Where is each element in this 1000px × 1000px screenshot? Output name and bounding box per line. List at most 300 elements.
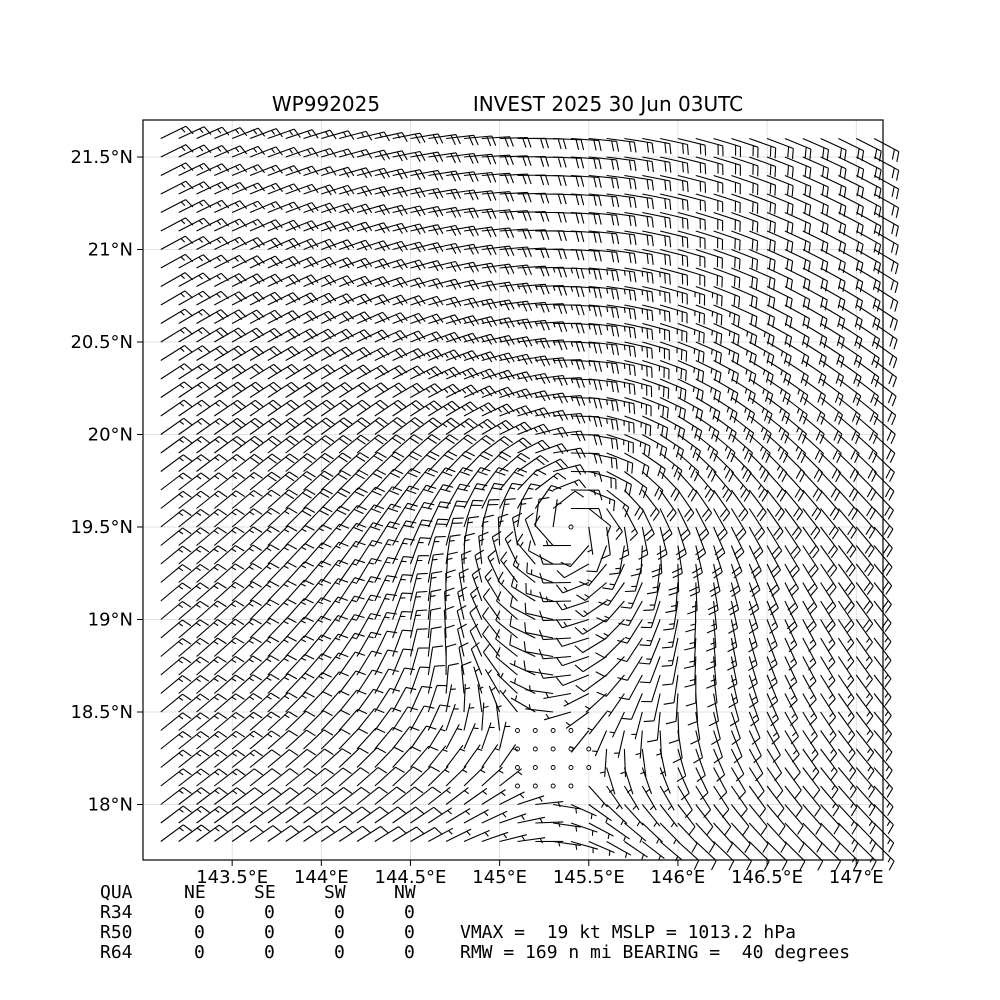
y-axis-ticks [70,147,143,816]
wind-barb [179,546,209,564]
wind-barb [304,347,336,361]
wind-barb [304,149,337,158]
wind-barb [535,213,566,223]
wind-barb [197,328,229,342]
wind-barb [161,528,191,546]
wind-barb [596,620,625,640]
wind-barb [464,767,485,787]
wind-barb [214,146,247,157]
wind-barb [803,546,818,577]
wind-barb [624,398,651,417]
wind-barb [304,471,334,490]
wind-barb [197,601,227,620]
wind-barb [179,620,209,638]
wind-barb [518,302,550,312]
wind-barb [250,472,280,490]
wind-barb [838,564,854,595]
wind-barb [482,210,514,220]
wind-barb [785,213,811,235]
wind-barb [268,454,298,472]
wind-barb [250,826,281,842]
wind-barb [321,418,352,435]
wind-barb [232,619,261,638]
wind-barb [304,293,336,305]
wind-barb [304,453,334,471]
wind-barb [524,641,553,656]
wind-barb [785,268,810,291]
wind-barb [571,509,602,519]
wind-barb [624,490,643,520]
wind-barb [874,805,893,834]
wind-barb [539,649,571,659]
wind-barb [250,490,280,508]
wind-barb [660,231,688,248]
wind-barb [321,616,348,639]
wind-barb [411,610,428,638]
wind-barb [304,257,337,268]
wind-barb [553,268,584,279]
wind-barb [524,660,553,675]
wind-barb [357,826,389,841]
wind-barb [483,607,500,638]
wind-barb [496,611,518,638]
wind-barb [714,490,730,521]
wind-barb [607,435,634,454]
wind-barb [696,490,712,521]
wind-barb [179,713,209,731]
wind-barb [214,310,246,324]
table-value-cell: 0 [404,942,415,963]
wind-barb [482,790,506,805]
wind-barb [286,826,317,842]
wind-barb [856,472,876,501]
wind-barb [286,454,316,472]
wind-barb [179,127,211,139]
wind-barb [179,273,211,287]
wind-barb [214,219,246,231]
wind-barb [250,712,280,731]
wind-barb [856,379,878,406]
wind-barb [767,768,783,799]
wind-barb [678,805,695,836]
wind-barb [767,805,785,835]
wind-barb [393,727,420,749]
wind-barb [803,176,829,198]
wind-barb [161,750,192,767]
wind-barb [803,842,823,871]
wind-barb [214,582,244,601]
wind-barb [714,768,727,800]
wind-barb [339,400,370,416]
wind-barb [624,250,653,265]
wind-barb [464,436,494,454]
wind-barb [571,398,602,409]
wind-barb [749,305,774,328]
wind-barb [500,301,532,311]
wind-barb [286,692,315,712]
wind-barb [518,796,545,805]
wind-barb [500,468,527,490]
wind-barb [375,487,402,509]
wind-barb [482,246,514,256]
wind-barb [539,630,571,640]
wind-barb [711,712,720,745]
wind-barb [571,361,602,372]
wind-barb [179,218,211,231]
wind-barb [197,546,227,564]
wind-barb [642,324,669,342]
wind-barb [393,331,426,342]
wind-barb [250,256,282,268]
wind-barb [321,365,353,379]
wind-barb [179,328,211,343]
wind-barb [268,544,297,564]
wind-barb [375,313,408,324]
wind-barb [197,638,227,656]
wind-barb [161,713,191,731]
wind-barb [286,311,318,324]
wind-barb [803,657,816,689]
wind-barb [785,564,799,596]
wind-barb [660,305,687,323]
calm-wind-marker [551,784,555,788]
wind-barb [589,324,619,337]
wind-barb [803,601,817,633]
wind-barb [357,330,389,342]
wind-barb [250,600,279,620]
title-storm-id: WP992025 [271,92,381,116]
wind-barb [571,472,602,482]
wind-barb [696,472,714,502]
wind-barb [500,483,523,508]
wind-barb [803,564,818,596]
wind-barb [321,653,348,675]
wind-barb [596,601,624,622]
wind-barb [232,418,263,434]
wind-barb [660,139,688,155]
wind-barb [250,165,283,175]
wind-barb [482,723,495,749]
wind-barb [482,468,509,490]
wind-barb [179,788,210,805]
calm-wind-marker [569,729,573,733]
wind-barb [856,527,874,557]
wind-barb [214,328,246,342]
wind-barb [518,193,549,203]
wind-barb [286,655,314,676]
wind-barb [286,636,314,657]
wind-barb [250,581,279,601]
wind-barb [304,507,333,527]
wind-barb [304,561,332,582]
wind-barb [803,213,828,235]
wind-barb [286,166,319,175]
wind-barb [197,310,229,324]
wind-barb [553,414,585,424]
wind-barb [393,807,424,823]
wind-barb [268,184,301,194]
wind-barb [161,583,191,601]
wind-barb [874,823,894,852]
wind-barb [678,176,706,193]
wind-barb [304,275,336,286]
wind-barb [411,828,443,842]
wind-barb [803,231,828,254]
wind-barb [214,473,245,490]
wind-barb [428,485,453,509]
wind-barb [657,527,667,560]
wind-barb [714,453,734,482]
wind-barb [321,672,348,694]
wind-barb [587,527,592,555]
wind-barb [564,694,589,707]
wind-barb [268,202,301,212]
wind-barb [874,416,895,444]
wind-barb [250,436,281,453]
wind-barb [821,453,841,482]
wind-barb [286,436,317,453]
wind-barb [179,806,210,823]
wind-barb [838,139,863,162]
title-storm-info: INVEST 2025 30 Jun 03UTC [472,92,744,116]
wind-barb [669,712,679,743]
wind-barb [232,183,264,194]
wind-barb [640,620,661,646]
wind-barb [375,747,404,767]
wind-barb [518,320,550,330]
wind-barb [232,219,264,231]
wind-barb [479,532,489,564]
wind-barb [767,509,783,540]
wind-barb [464,403,496,416]
wind-barb [268,490,298,509]
table-value-cell: 0 [264,902,275,923]
wind-barb [428,746,447,768]
wind-barb [624,176,653,191]
wind-barb [518,212,549,222]
wind-barb [482,436,513,453]
wind-barb [624,287,653,303]
wind-barb [357,365,389,379]
wind-barb [749,490,766,521]
wind-barb [446,208,478,218]
wind-barb [321,787,352,804]
wind-barb [446,451,475,471]
wind-barb [304,598,331,620]
wind-barb [286,769,316,787]
wind-barb [642,157,671,173]
wind-barb [749,583,759,616]
wind-barb [821,564,837,595]
wind-barb [286,580,314,601]
wind-barb [232,600,261,619]
wind-barb [268,166,301,176]
wind-barb [678,786,692,818]
wind-barb [571,324,601,336]
wind-barb [179,346,211,361]
calm-wind-marker [533,766,537,770]
wind-barb [518,157,549,167]
wind-barb [304,185,337,195]
wind-barb [304,489,333,509]
wind-barb [357,728,385,749]
wind-barb [589,379,619,393]
wind-barb [714,509,728,541]
wind-barb [339,240,372,250]
wind-barb [197,164,229,176]
wind-barb [339,435,369,453]
wind-barb [393,452,422,472]
wind-barb [321,222,354,232]
wind-barb [214,128,247,139]
wind-barb [428,766,449,786]
wind-barb [304,203,337,213]
wind-barb [556,619,589,628]
wind-barb [375,827,407,842]
wind-barb [874,379,896,406]
wind-barb [500,722,511,749]
wind-barb [250,769,281,786]
wind-barb [214,237,246,249]
wind-barb [214,183,246,195]
wind-barb [161,218,193,231]
wind-barb [644,694,660,722]
wind-barb [535,498,549,527]
wind-barb [821,490,839,520]
wind-barb [321,240,354,250]
wind-barb [179,182,211,194]
wind-barb [660,157,688,174]
wind-barb [749,268,775,290]
wind-barb [411,468,438,490]
wind-barb [785,768,801,799]
wind-barb [286,711,315,730]
wind-barb [642,342,669,360]
wind-barb [214,292,246,305]
wind-barb [161,200,193,213]
wind-barb [803,731,818,762]
wind-barb [214,255,246,268]
wind-barb [250,693,280,712]
wind-barb [286,544,315,564]
wind-barb [838,398,860,425]
wind-barb [838,768,856,798]
wind-barb [660,250,688,267]
wind-barb [250,807,281,823]
wind-barb [821,638,835,670]
wind-barb [161,473,192,490]
calm-wind-marker [551,729,555,733]
wind-barb [785,657,797,689]
wind-barb [161,491,192,508]
wind-barb [321,471,350,490]
wind-barb [268,562,297,582]
wind-barb [767,435,788,463]
wind-barb [232,165,264,176]
wind-barb [286,807,317,823]
wind-barb [838,157,863,180]
wind-barb [696,361,721,384]
wind-barb [464,703,474,730]
wind-barb [179,455,210,472]
wind-barb [357,348,389,361]
wind-barb [214,436,245,453]
wind-barb [821,213,846,236]
wind-barb [179,732,209,750]
wind-barb [428,135,460,145]
wind-barb [602,564,624,589]
wind-barb [339,615,364,638]
wind-barb [525,685,553,693]
wind-barb [874,490,893,519]
wind-barb [197,769,228,786]
wind-barb [232,825,263,841]
wind-barb [446,385,478,398]
wind-barb [161,437,192,454]
wind-barb [339,312,371,324]
wind-barb [607,694,625,717]
wind-barb [232,146,264,157]
wind-barb [571,379,602,390]
table-value-cell: 0 [404,922,415,943]
wind-barb [749,823,768,853]
wind-barb [446,724,462,749]
wind-barb [179,437,210,454]
wind-barb [232,238,264,250]
wind-barb [464,723,479,749]
wind-barb [678,509,690,541]
wind-barb [197,455,228,472]
wind-barb [821,176,846,198]
wind-barb [304,543,332,564]
wind-barb [393,575,413,601]
wind-barb [446,419,477,435]
wind-barb [464,419,495,434]
wind-barb [482,264,514,274]
wind-barb [585,694,607,713]
wind-barb [179,750,210,767]
wind-barb [856,435,877,463]
wind-barb [286,203,319,213]
wind-barb [482,282,514,292]
wind-barb [268,807,299,823]
calm-wind-marker [533,729,537,733]
table-value-cell: 0 [264,922,275,943]
wind-barb [571,157,601,169]
wind-barb [393,630,413,656]
wind-barb [250,731,280,749]
wind-barb [304,673,332,694]
wind-barb [446,435,476,453]
wind-barb [268,293,300,305]
wind-barb [197,750,228,767]
wind-barb [214,400,245,416]
wind-barb [286,293,318,305]
wind-barb [856,805,875,835]
wind-barb [553,250,584,261]
wind-barb [749,324,774,347]
wind-barb [232,491,262,509]
wind-barb [464,191,496,201]
wind-barb [250,292,282,305]
wind-barb [535,194,566,204]
wind-barb [803,250,828,273]
wind-barb [856,731,873,762]
wind-barb [339,709,367,730]
wind-barb [553,139,584,151]
wind-barb [161,825,192,842]
wind-barb [214,546,244,565]
